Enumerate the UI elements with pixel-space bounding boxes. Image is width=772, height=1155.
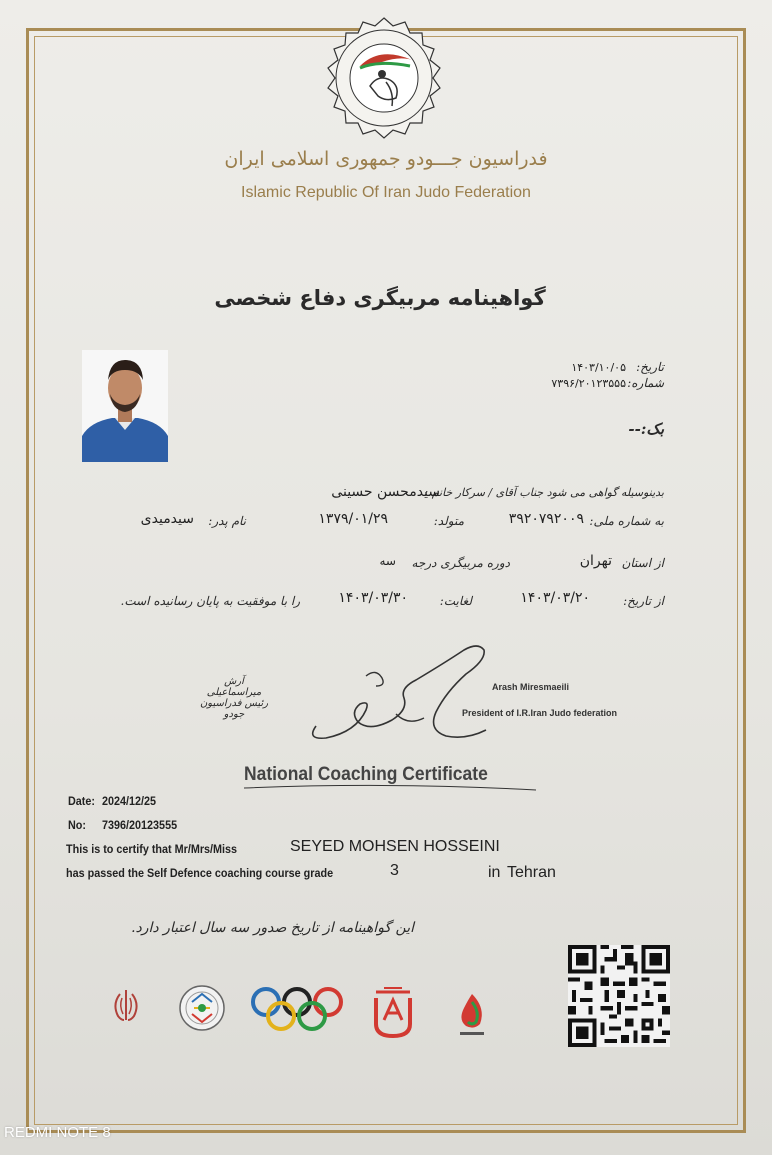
en-certify-text: This is to certify that Mr/Mrs/Miss	[66, 842, 238, 856]
person-portrait-icon	[82, 350, 168, 462]
qr-code-icon	[568, 942, 670, 1050]
en-no-label: No:	[68, 818, 86, 832]
number-value-fa: ۷۳۹۶/۲۰۱۲۳۵۵۵	[551, 377, 626, 390]
birth-label-fa: متولد:	[433, 514, 464, 528]
national-id-label-fa: به شماره ملی:	[589, 514, 664, 528]
signatory-role-en: President of I.R.Iran Judo federation	[462, 708, 618, 718]
belt-rank-fa: بک:--	[628, 420, 664, 438]
en-passed-text: has passed the Self Defence coaching course grade	[66, 866, 334, 880]
title-underline-stroke	[240, 778, 540, 798]
to-date-label-fa: لغایت:	[439, 594, 472, 608]
olympic-rings-icon	[248, 986, 346, 1034]
course-label-fa: دوره مربیگری درجه	[411, 556, 510, 570]
signatory-role-fa: رئیس فدراسیون جودو	[199, 698, 269, 720]
to-date-value-fa: ۱۴۰۳/۰۳/۳۰	[338, 590, 408, 606]
ijf-judo-logo-icon	[178, 984, 226, 1032]
federation-name-en: Islamic Republic Of Iran Judo Federation	[241, 184, 531, 201]
english-certificate-title: National Coaching Certificate	[244, 764, 488, 785]
en-date-label: Date:	[68, 794, 96, 808]
province-value-fa: تهران	[579, 553, 612, 569]
birth-value-fa: ۱۳۷۹/۰۱/۲۹	[318, 511, 388, 527]
holder-name-fa: سیدمحسن حسینی	[331, 484, 440, 500]
holder-photo	[82, 350, 168, 462]
en-no-value: 7396/20123555	[102, 818, 178, 832]
date-value-fa: ۱۴۰۳/۱۰/۰۵	[571, 361, 626, 374]
paralympic-committee-logo-icon	[452, 990, 492, 1040]
signature-icon	[296, 640, 496, 750]
certify-line-fa: بدینوسیله گواهی می شود جناب آقای / سرکار خانم :	[424, 486, 664, 499]
iran-emblem-icon	[108, 986, 144, 1026]
camera-watermark: REDMI NOTE 8	[4, 1124, 111, 1141]
certificate-title-fa: گواهینامه مربیگری دفاع شخصی	[214, 286, 546, 310]
en-date-value: 2024/12/25	[102, 794, 157, 808]
national-id-value-fa: ۳۹۲۰۷۹۲۰۰۹	[508, 511, 584, 527]
validity-note-fa: این گواهینامه از تاریخ صدور سه سال اعتبار دارد.	[131, 920, 414, 936]
signatory-name-fa: آرش میراسماعیلی	[206, 676, 262, 698]
en-grade-value: 3	[390, 862, 399, 879]
en-location-value: Tehran	[507, 864, 556, 881]
number-label-fa: شماره:	[627, 376, 664, 390]
en-location-prefix: in	[488, 864, 501, 881]
federation-name-fa: فدراسیون جـــودو جمهوری اسلامی ایران	[224, 148, 548, 170]
father-label-fa: نام پدر:	[208, 514, 246, 528]
from-date-label-fa: از تاریخ:	[623, 594, 664, 608]
en-holder-name: SEYED MOHSEN HOSSEINI	[290, 838, 500, 855]
province-label-fa: از استان	[621, 556, 664, 570]
federation-seal-icon	[320, 16, 448, 144]
from-date-value-fa: ۱۴۰۳/۰۳/۲۰	[520, 590, 590, 606]
university-sport-logo-icon	[372, 986, 414, 1038]
father-value-fa: سیدمیدی	[140, 511, 194, 527]
completion-text-fa: را با موفقیت به پایان رسانیده است.	[120, 594, 300, 608]
date-label-fa: تاریخ:	[636, 360, 664, 374]
signatory-name-en: Arash Miresmaeili	[492, 682, 570, 692]
course-grade-fa: سه	[379, 554, 396, 568]
